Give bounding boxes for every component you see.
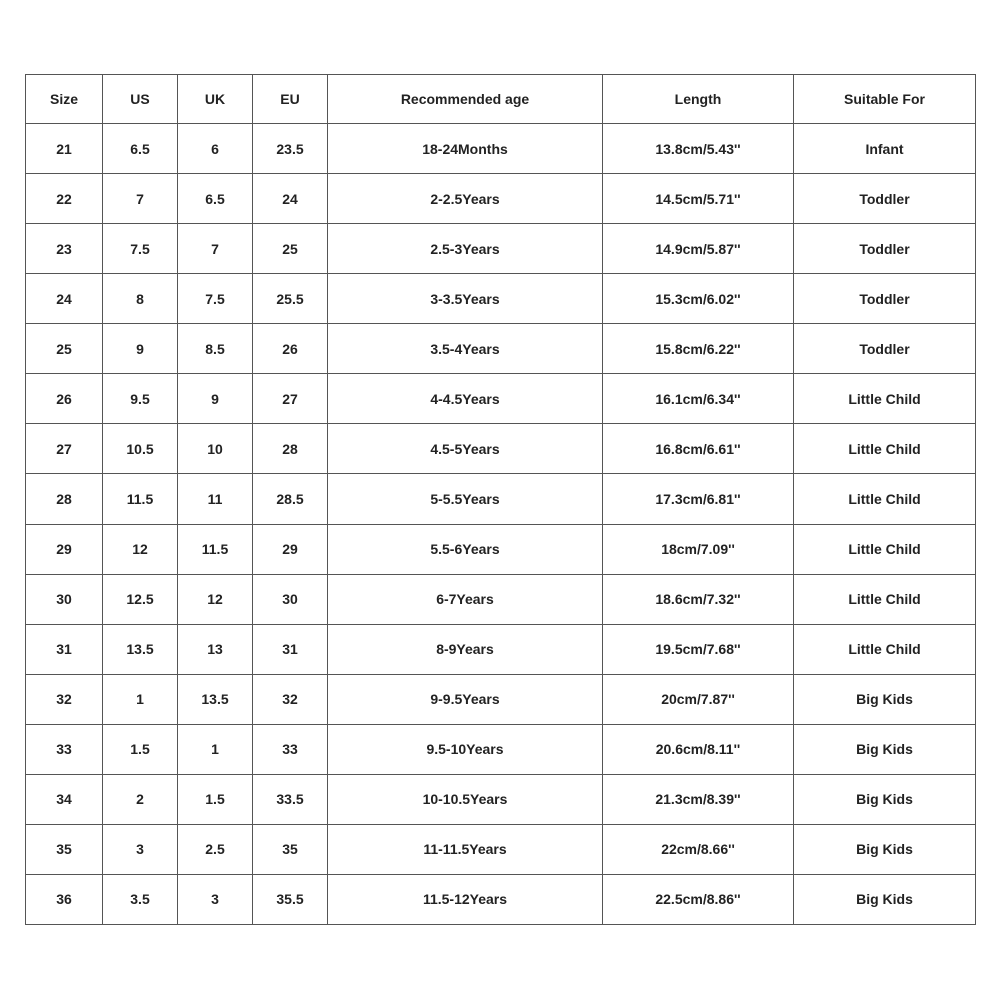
- header-suitable-for: Suitable For: [794, 75, 976, 124]
- cell-eu: 35: [253, 824, 328, 874]
- header-eu: EU: [253, 75, 328, 124]
- cell-suitable-for: Little Child: [794, 374, 976, 424]
- header-length: Length: [603, 75, 794, 124]
- table-row: [26, 624, 976, 674]
- cell-suitable-for: Little Child: [794, 524, 976, 574]
- cell-suitable-for: Toddler: [794, 224, 976, 274]
- cell-eu: 25: [253, 224, 328, 274]
- cell-suitable-for: Toddler: [794, 324, 976, 374]
- cell-size: 26: [26, 374, 103, 424]
- header-size: Size: [26, 75, 103, 124]
- cell-suitable-for: Big Kids: [794, 774, 976, 824]
- cell-us: 10.5: [103, 424, 178, 474]
- cell-eu: 29: [253, 524, 328, 574]
- table-row: [26, 874, 976, 924]
- table-row: [26, 224, 976, 274]
- cell-us: 1: [103, 674, 178, 724]
- cell-uk: 8.5: [178, 324, 253, 374]
- table-row: [26, 574, 976, 624]
- cell-eu: 31: [253, 624, 328, 674]
- cell-uk: 10: [178, 424, 253, 474]
- cell-recommended-age: 4.5-5Years: [328, 424, 603, 474]
- cell-length: 18cm/7.09'': [603, 524, 794, 574]
- cell-eu: 23.5: [253, 124, 328, 174]
- cell-suitable-for: Big Kids: [794, 674, 976, 724]
- cell-length: 22cm/8.66'': [603, 824, 794, 874]
- cell-eu: 28: [253, 424, 328, 474]
- cell-us: 8: [103, 274, 178, 324]
- cell-recommended-age: 4-4.5Years: [328, 374, 603, 424]
- cell-suitable-for: Little Child: [794, 574, 976, 624]
- cell-uk: 3: [178, 874, 253, 924]
- header-row: [26, 75, 976, 124]
- cell-uk: 9: [178, 374, 253, 424]
- cell-recommended-age: 10-10.5Years: [328, 774, 603, 824]
- cell-eu: 28.5: [253, 474, 328, 524]
- cell-uk: 7: [178, 224, 253, 274]
- cell-uk: 13.5: [178, 674, 253, 724]
- cell-size: 36: [26, 874, 103, 924]
- cell-size: 32: [26, 674, 103, 724]
- cell-size: 30: [26, 574, 103, 624]
- cell-recommended-age: 5-5.5Years: [328, 474, 603, 524]
- cell-recommended-age: 2-2.5Years: [328, 174, 603, 224]
- table-row: [26, 174, 976, 224]
- table-header: [26, 75, 976, 124]
- cell-recommended-age: 8-9Years: [328, 624, 603, 674]
- cell-length: 18.6cm/7.32'': [603, 574, 794, 624]
- cell-eu: 33: [253, 724, 328, 774]
- cell-us: 12: [103, 524, 178, 574]
- table-row: [26, 824, 976, 874]
- table-row: [26, 124, 976, 174]
- cell-recommended-age: 9-9.5Years: [328, 674, 603, 724]
- cell-eu: 30: [253, 574, 328, 624]
- cell-uk: 1: [178, 724, 253, 774]
- cell-length: 15.3cm/6.02'': [603, 274, 794, 324]
- cell-suitable-for: Toddler: [794, 274, 976, 324]
- cell-suitable-for: Little Child: [794, 624, 976, 674]
- cell-size: 29: [26, 524, 103, 574]
- cell-eu: 35.5: [253, 874, 328, 924]
- cell-length: 15.8cm/6.22'': [603, 324, 794, 374]
- cell-length: 16.1cm/6.34'': [603, 374, 794, 424]
- cell-length: 22.5cm/8.86'': [603, 874, 794, 924]
- header-recommended-age: Recommended age: [328, 75, 603, 124]
- cell-size: 34: [26, 774, 103, 824]
- cell-length: 19.5cm/7.68'': [603, 624, 794, 674]
- cell-size: 21: [26, 124, 103, 174]
- cell-recommended-age: 6-7Years: [328, 574, 603, 624]
- table-row: [26, 674, 976, 724]
- table-row: [26, 524, 976, 574]
- cell-eu: 27: [253, 374, 328, 424]
- cell-us: 7: [103, 174, 178, 224]
- cell-uk: 6.5: [178, 174, 253, 224]
- cell-uk: 11.5: [178, 524, 253, 574]
- cell-uk: 6: [178, 124, 253, 174]
- cell-us: 11.5: [103, 474, 178, 524]
- cell-recommended-age: 11.5-12Years: [328, 874, 603, 924]
- table-row: [26, 274, 976, 324]
- size-chart-table: [25, 74, 976, 925]
- cell-suitable-for: Little Child: [794, 474, 976, 524]
- cell-eu: 26: [253, 324, 328, 374]
- cell-uk: 12: [178, 574, 253, 624]
- cell-uk: 11: [178, 474, 253, 524]
- cell-suitable-for: Big Kids: [794, 874, 976, 924]
- cell-size: 28: [26, 474, 103, 524]
- cell-us: 7.5: [103, 224, 178, 274]
- cell-us: 2: [103, 774, 178, 824]
- cell-recommended-age: 11-11.5Years: [328, 824, 603, 874]
- cell-size: 22: [26, 174, 103, 224]
- cell-size: 35: [26, 824, 103, 874]
- cell-us: 13.5: [103, 624, 178, 674]
- cell-size: 25: [26, 324, 103, 374]
- cell-us: 12.5: [103, 574, 178, 624]
- cell-suitable-for: Big Kids: [794, 824, 976, 874]
- table-row: [26, 474, 976, 524]
- cell-us: 6.5: [103, 124, 178, 174]
- cell-size: 27: [26, 424, 103, 474]
- cell-recommended-age: 18-24Months: [328, 124, 603, 174]
- table-row: [26, 374, 976, 424]
- header-us: US: [103, 75, 178, 124]
- header-uk: UK: [178, 75, 253, 124]
- cell-length: 16.8cm/6.61'': [603, 424, 794, 474]
- table-row: [26, 774, 976, 824]
- cell-uk: 1.5: [178, 774, 253, 824]
- cell-recommended-age: 2.5-3Years: [328, 224, 603, 274]
- table-body: [26, 124, 976, 925]
- table-row: [26, 724, 976, 774]
- cell-us: 9: [103, 324, 178, 374]
- cell-us: 1.5: [103, 724, 178, 774]
- cell-us: 9.5: [103, 374, 178, 424]
- cell-eu: 24: [253, 174, 328, 224]
- cell-size: 23: [26, 224, 103, 274]
- cell-length: 20cm/7.87'': [603, 674, 794, 724]
- cell-eu: 25.5: [253, 274, 328, 324]
- cell-suitable-for: Big Kids: [794, 724, 976, 774]
- table-row: [26, 324, 976, 374]
- cell-uk: 7.5: [178, 274, 253, 324]
- cell-length: 14.5cm/5.71'': [603, 174, 794, 224]
- table-row: [26, 424, 976, 474]
- cell-size: 31: [26, 624, 103, 674]
- cell-size: 24: [26, 274, 103, 324]
- cell-recommended-age: 3.5-4Years: [328, 324, 603, 374]
- cell-uk: 2.5: [178, 824, 253, 874]
- cell-eu: 33.5: [253, 774, 328, 824]
- cell-length: 21.3cm/8.39'': [603, 774, 794, 824]
- cell-suitable-for: Little Child: [794, 424, 976, 474]
- cell-us: 3: [103, 824, 178, 874]
- cell-length: 13.8cm/5.43'': [603, 124, 794, 174]
- cell-length: 20.6cm/8.11'': [603, 724, 794, 774]
- cell-suitable-for: Toddler: [794, 174, 976, 224]
- cell-recommended-age: 9.5-10Years: [328, 724, 603, 774]
- cell-suitable-for: Infant: [794, 124, 976, 174]
- cell-us: 3.5: [103, 874, 178, 924]
- cell-recommended-age: 3-3.5Years: [328, 274, 603, 324]
- cell-eu: 32: [253, 674, 328, 724]
- cell-uk: 13: [178, 624, 253, 674]
- cell-length: 17.3cm/6.81'': [603, 474, 794, 524]
- cell-length: 14.9cm/5.87'': [603, 224, 794, 274]
- cell-size: 33: [26, 724, 103, 774]
- cell-recommended-age: 5.5-6Years: [328, 524, 603, 574]
